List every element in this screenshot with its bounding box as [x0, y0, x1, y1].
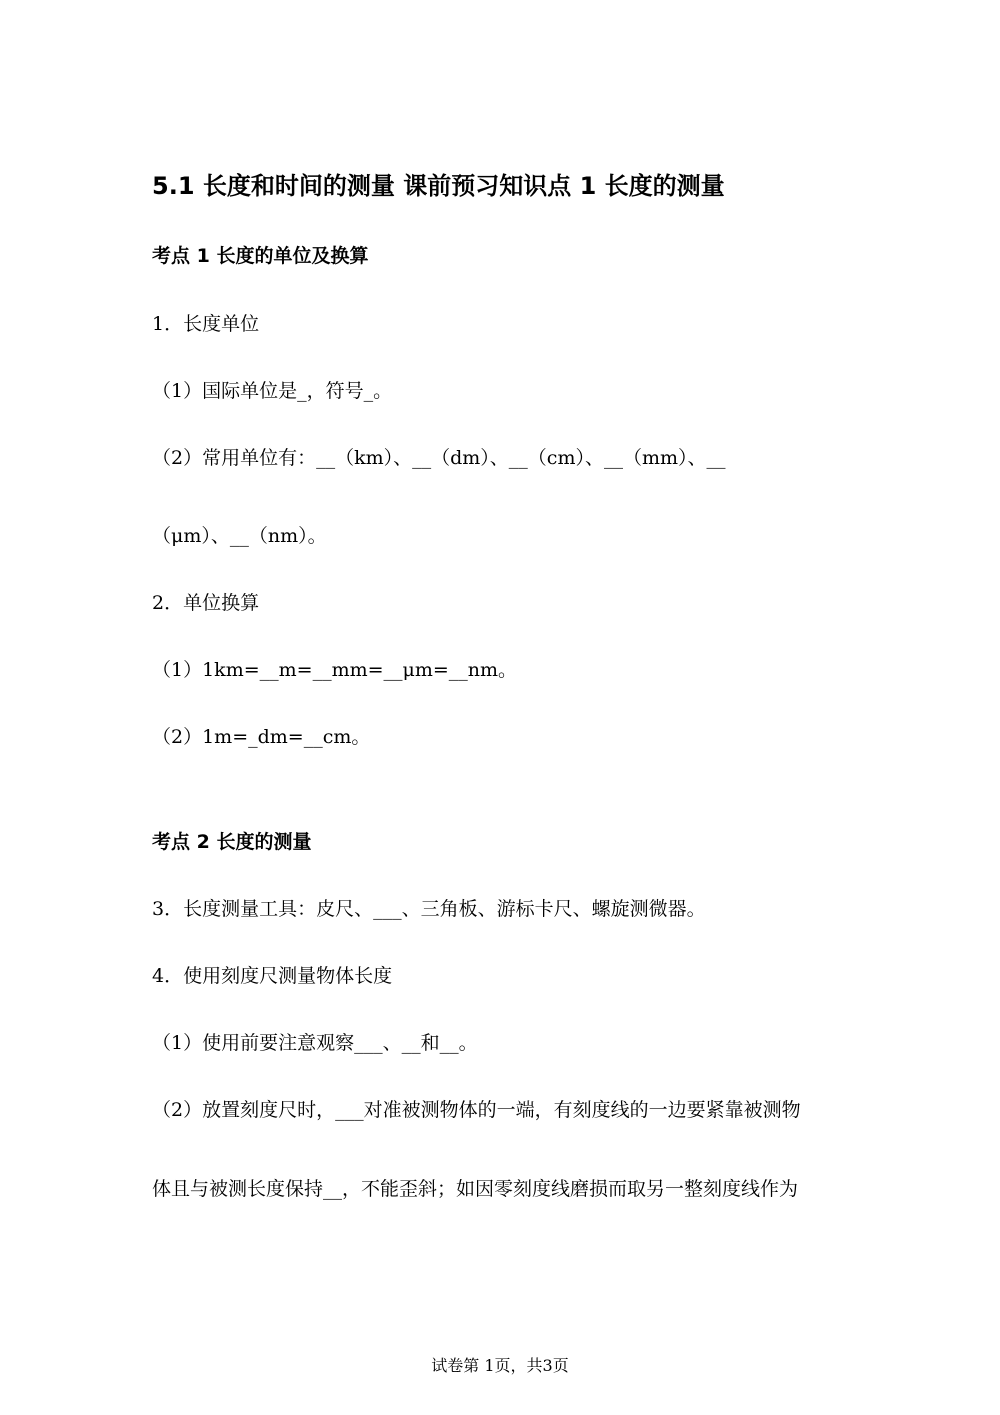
- question-3: 3．长度测量工具：皮尺、___、三角板、游标卡尺、螺旋测微器。: [152, 898, 706, 920]
- question-2: 2．单位换算: [152, 592, 260, 614]
- document-title: 5.1 长度和时间的测量 课前预习知识点 1 长度的测量: [152, 172, 725, 200]
- question-4-part-1: （1）使用前要注意观察___、__和__。: [152, 1032, 478, 1054]
- page-footer: 试卷第 1页，共3页: [431, 1356, 569, 1375]
- section-heading-1: 考点 1 长度的单位及换算: [152, 245, 369, 267]
- question-2-part-1: （1）1km=__m=__mm=__μm=__nm。: [152, 659, 518, 681]
- section-heading-2: 考点 2 长度的测量: [152, 831, 312, 853]
- question-4-part-2: （2）放置刻度尺时，___对准被测物体的一端，有刻度线的一边要紧靠被测物: [152, 1099, 801, 1121]
- question-1: 1．长度单位: [152, 313, 260, 335]
- question-4: 4．使用刻度尺测量物体长度: [152, 965, 393, 987]
- question-1-part-1: （1）国际单位是_，符号_。: [152, 380, 393, 402]
- question-1-part-2-continued: （μm）、__（nm）。: [152, 525, 327, 547]
- question-1-part-2: （2）常用单位有：__（km）、__（dm）、__（cm）、__（mm）、__: [152, 447, 726, 469]
- question-2-part-2: （2）1m=_dm=__cm。: [152, 726, 371, 748]
- question-4-part-2-continued: 体且与被测长度保持__，不能歪斜；如因零刻度线磨损而取另一整刻度线作为: [152, 1178, 799, 1200]
